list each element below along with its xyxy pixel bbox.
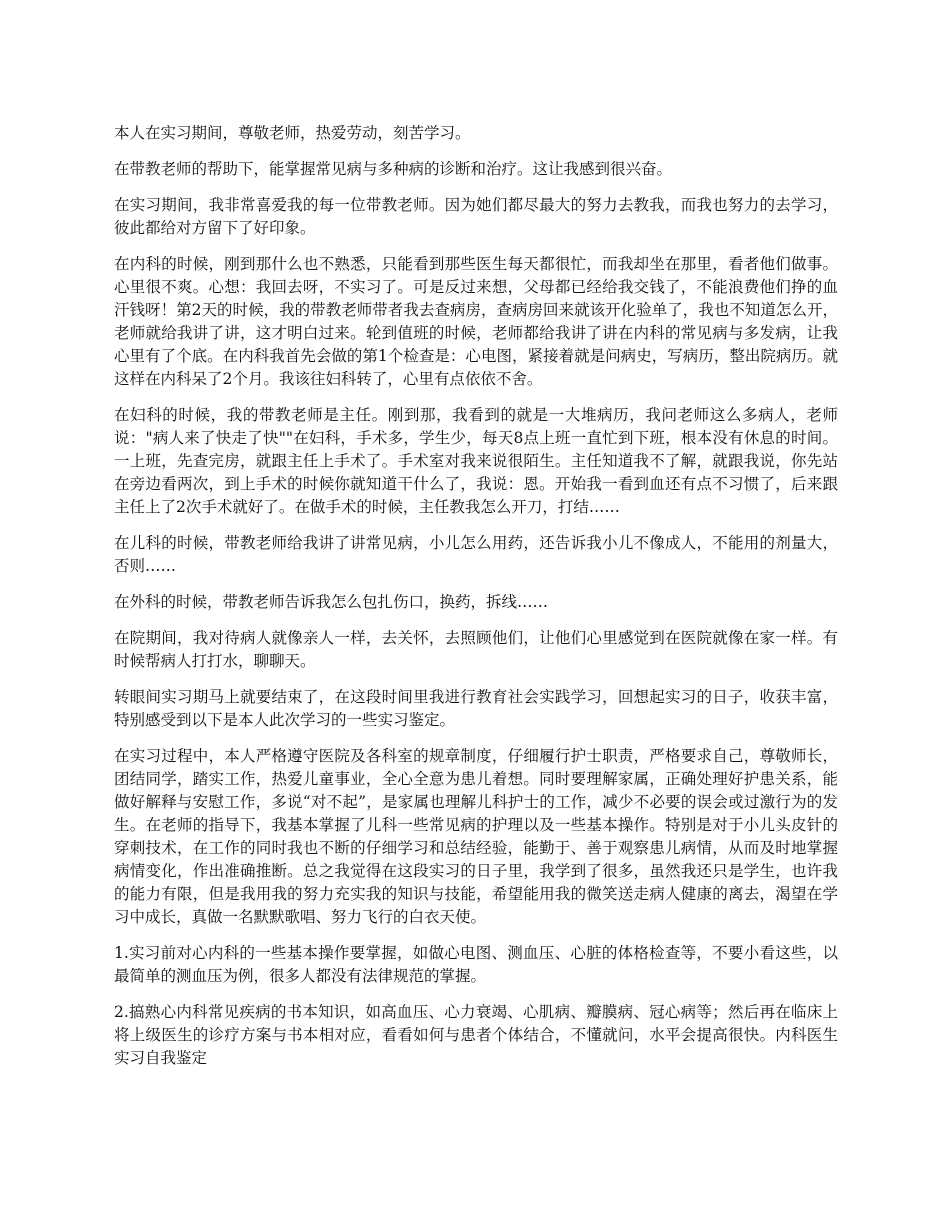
paragraph-5: 在妇科的时候，我的带教老师是主任。刚到那，我看到的就是一大堆病历，我问老师这么多病人，老师说："病人来了快走了快""在妇科，手术多，学生少，每天8点上班一直忙到下班，根本没有休息的时间。一上班，先查完房，就跟主任上手术了。手术室对我来说很陌生。主任知道我不了解，就跟我说，你先站在旁边看两次，到上手术的时候你就知道干什么了，我说：恩。开始我一看到血还有点不习惯了，后来跟主任上了2次手术就好了。在做手术的时候，主任教我怎么开刀，打结…… <box>114 406 838 516</box>
paragraph-9: 转眼间实习期马上就要结束了，在这段时间里我进行教育社会实践学习，回想起实习的日子，收获丰富，特别感受到以下是本人此次学习的一些实习鉴定。 <box>114 688 838 729</box>
paragraph-6: 在儿科的时候，带教老师给我讲了讲常见病，小儿怎么用药，还告诉我小儿不像成人，不能用的剂量大，否则…… <box>114 534 838 575</box>
paragraph-2: 在带教老师的帮助下，能掌握常见病与多种病的诊断和治疗。这让我感到很兴奋。 <box>114 160 673 178</box>
paragraph-3: 在实习期间，我非常喜爱我的每一位带教老师。因为她们都尽最大的努力去教我，而我也努力的去学习，彼此都给对方留下了好印象。 <box>114 196 838 237</box>
paragraph-1: 本人在实习期间，尊敬老师，热爱劳动，刻苦学习。 <box>114 124 471 142</box>
paragraph-12: 2.搞熟心内科常见疾病的书本知识，如高血压、心力衰竭、心肌病、瓣膜病、冠心病等；然后再在临床上将上级医生的诊疗方案与书本相对应，看看如何与患者个体结合，不懂就问，水平会提高很快。内科医生实习自我鉴定 <box>114 1003 838 1067</box>
paragraph-7: 在外科的时候，带教老师告诉我怎么包扎伤口，换药，拆线…… <box>114 593 549 611</box>
paragraph-11: 1.实习前对心内科的一些基本操作要掌握，如做心电图、测血压、心脏的体格检查等，不要小看这些，以最简单的测血压为例，很多人都没有法律规范的掌握。 <box>114 944 838 985</box>
paragraph-8: 在院期间，我对待病人就像亲人一样，去关怀，去照顾他们，让他们心里感觉到在医院就像在家一样。有时候帮病人打打水，聊聊天。 <box>114 629 838 670</box>
paragraph-4: 在内科的时候，刚到那什么也不熟悉，只能看到那些医生每天都很忙，而我却坐在那里，看者他们做事。心里很不爽。心想：我回去呀，不实习了。可是反过来想，父母都已经给我交钱了，不能浪费他们挣的血汗钱呀！第2天的时候，我的带教老师带者我去查病房，查病房回来就该开化验单了，我也不知道怎么开，老师就给我讲了讲，这才明白过来。轮到值班的时候，老师都给我讲了讲在内科的常见病与多发病，让我心里有了个底。在内科我首先会做的第1个检查是：心电图，紧接着就是问病史，写病历，整出院病历。就这样在内科呆了2个月。我该往妇科转了，心里有点依依不舍。 <box>114 255 838 388</box>
document-body <box>114 122 838 1083</box>
paragraph-10: 在实习过程中，本人严格遵守医院及各科室的规章制度，仔细履行护士职责，严格要求自己，尊敬师长，团结同学，踏实工作，热爱儿童事业，全心全意为患儿着想。同时要理解家属，正确处理好护患关系，能做好解释与安慰工作，多说“对不起”，是家属也理解儿科护士的工作，减少不必要的误会或过激行为的发生。在老师的指导下，我基本掌握了儿科一些常见病的护理以及一些基本操作。特别是对于小儿头皮针的穿刺技术，在工作的同时我也不断的仔细学习和总结经验，能勤于、善于观察患儿病情，从而及时地掌握病情变化，作出准确推断。总之我觉得在这段实习的日子里，我学到了很多，虽然我还只是学生，也许我的能力有限，但是我用我的努力充实我的知识与技能，希望能用我的微笑送走病人健康的离去，渴望在学习中成长，真做一名默默歌唱、努力飞行的白衣天使。 <box>114 747 838 926</box>
